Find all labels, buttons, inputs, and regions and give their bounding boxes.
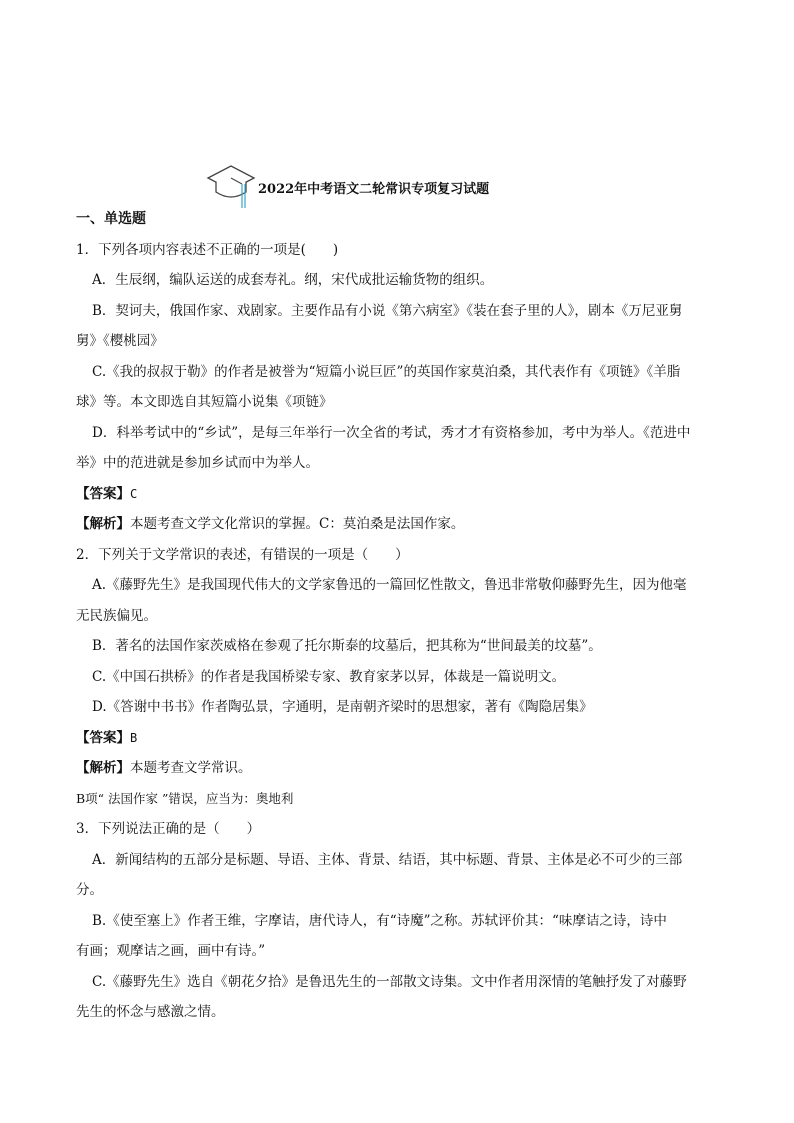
q1-analysis: [76, 509, 716, 540]
q2-analysis: [76, 753, 716, 784]
analysis-label: 【解析】: [76, 760, 130, 776]
q2-answer: [76, 723, 716, 754]
q1-option-b: B．契诃夫，俄国作家、戏剧家。主要作品有小说《第六病室》《装在套子里的人》，剧本《万尼亚舅: [92, 302, 683, 319]
q1-option-a: A．生辰纲，编队运送的成套寿礼。纲，宋代成批运输货物的组织。: [92, 272, 494, 288]
analysis-text: 本题考查文学文化常识的掌握。C：莫泊桑是法国作家。: [130, 516, 465, 532]
answer-label: 【答案】: [76, 485, 130, 502]
q1-option-c-cont: 球》等。本文即选自其短篇小说集《项链》: [76, 394, 333, 410]
q2-option-c: C.《中国石拱桥》的作者是我国桥梁专家、教育家茅以昇，体裁是一篇说明文。: [92, 668, 566, 685]
section-heading: 一、单选题: [76, 211, 146, 227]
q2-note: B项“ 法国作家 ”错误，应当为：奥地利: [76, 790, 294, 806]
answer-value: C: [130, 486, 138, 501]
q1-option-c: C.《我的叔叔于勒》的作者是被誉为“短篇小说巨匠”的英国作家莫泊桑，其代表作有《项链》《羊脂: [92, 363, 681, 380]
q1-option-d-cont: 举》中的范进就是参加乡试而中为举人。: [76, 455, 319, 471]
q2-option-b: B．著名的法国作家茨威格在参观了托尔斯泰的坟墓后，把其称为“世间最美的坟墓”。: [92, 638, 602, 654]
q1-option-d: D．科举考试中的“乡试”，是每三年举行一次全省的考试，秀才才有资格参加，考中为举人。《范进中: [92, 424, 691, 441]
q1-option-b-cont: 舅》《樱桃园》: [76, 333, 164, 349]
q1-answer: [76, 479, 716, 510]
q1-stem: 1．下列各项内容表述不正确的一项是( ): [76, 241, 339, 258]
q3-option-a-cont: 分。: [76, 882, 103, 898]
q3-option-b: B.《使至塞上》作者王维，字摩诘，唐代诗人，有“诗魔”之称。苏轼评价其：“味摩诘之诗，诗中: [92, 912, 667, 929]
graduation-cap-icon: [206, 162, 256, 210]
answer-label: 【答案】: [76, 729, 130, 746]
content: [76, 204, 716, 1028]
q2-option-a-cont: 无民族偏见。: [76, 607, 157, 624]
page-title: 2022年中考语文二轮常识专项复习试题: [258, 182, 490, 197]
q3-stem: 3．下列说法正确的是（ ）: [76, 821, 261, 837]
q2-stem: 2．下列关于文学常识的表述，有错误的一项是（ ）: [76, 546, 409, 563]
q3-option-c: C.《藤野先生》选自《朝花夕拾》是鲁迅先生的一部散文诗集。文中作者用深情的笔触抒发了对藤野: [92, 973, 687, 990]
q3-option-a: A．新闻结构的五部分是标题、导语、主体、背景、结语，其中标题、背景、主体是必不可少的三部: [92, 851, 683, 868]
q2-option-d: D.《答谢中书书》作者陶弘景，字通明，是南朝齐梁时的思想家，著有《陶隐居集》: [92, 699, 593, 715]
answer-value: B: [130, 730, 138, 745]
analysis-text: 本题考查文学常识。: [130, 760, 252, 776]
q2-option-a: A.《藤野先生》是我国现代伟大的文学家鲁迅的一篇回忆性散文，鲁迅非常敬仰藤野先生，因为他毫: [92, 577, 687, 593]
q3-option-c-cont: 先生的怀念与感激之情。: [76, 1004, 225, 1020]
analysis-label: 【解析】: [76, 516, 130, 532]
q3-option-b-cont: 有画；观摩诘之画，画中有诗。”: [76, 943, 266, 959]
